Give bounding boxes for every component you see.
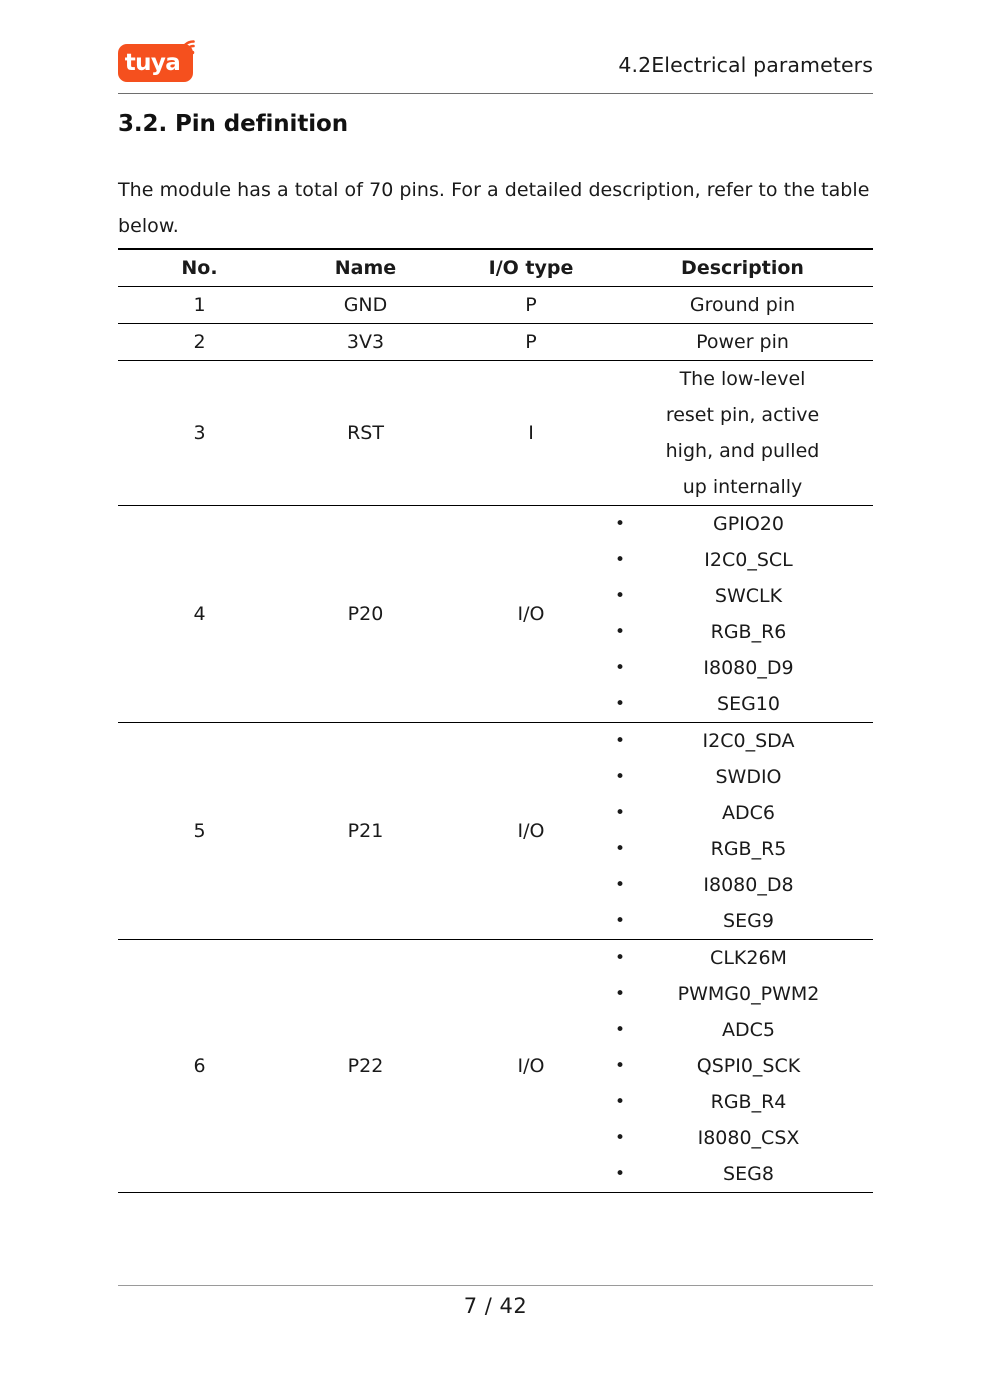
list-item-label: GPIO20 bbox=[713, 512, 784, 535]
list-item-label: PWMG0_PWM2 bbox=[677, 982, 820, 1005]
bullet-icon: • bbox=[614, 1127, 626, 1148]
list-item-label: SWDIO bbox=[715, 765, 782, 788]
list-item bbox=[612, 650, 873, 686]
table-row bbox=[118, 939, 873, 1192]
page-title: 3.2. Pin definition bbox=[118, 111, 348, 137]
bullet-icon: • bbox=[614, 947, 626, 968]
cell-pin-name: P22 bbox=[281, 939, 450, 1192]
description-text bbox=[612, 361, 873, 505]
description-line: high, and pulled bbox=[665, 439, 820, 462]
list-item bbox=[612, 903, 873, 939]
list-item bbox=[612, 1156, 873, 1192]
list-item-label: I8080_CSX bbox=[697, 1126, 800, 1149]
list-item bbox=[612, 940, 873, 976]
bullet-icon: • bbox=[614, 657, 626, 678]
cell-description bbox=[612, 286, 873, 323]
bullet-icon: • bbox=[614, 513, 626, 534]
description-line: reset pin, active bbox=[665, 403, 820, 426]
list-item-label: SWCLK bbox=[714, 584, 783, 607]
table-header-row bbox=[118, 249, 873, 286]
list-item-label: RGB_R6 bbox=[710, 620, 787, 643]
list-item-label: I8080_D9 bbox=[703, 656, 794, 679]
description-line: Power pin bbox=[696, 330, 789, 353]
column-header-description: Description bbox=[612, 249, 873, 286]
pin-definition-table bbox=[118, 248, 873, 1193]
description-line: The low-level bbox=[679, 367, 806, 390]
list-item-label: SEG9 bbox=[723, 909, 774, 932]
cell-pin-no: 5 bbox=[118, 722, 281, 939]
list-item bbox=[612, 1048, 873, 1084]
wifi-arc-icon bbox=[177, 37, 199, 59]
cell-pin-no: 2 bbox=[118, 323, 281, 360]
description-line: Ground pin bbox=[689, 293, 796, 316]
column-header-no: No. bbox=[118, 249, 281, 286]
cell-pin-name: 3V3 bbox=[281, 323, 450, 360]
list-item bbox=[612, 759, 873, 795]
cell-io-type: I/O bbox=[450, 722, 612, 939]
tuya-logo-text: tuya bbox=[124, 49, 181, 76]
bullet-icon: • bbox=[614, 983, 626, 1004]
cell-io-type: P bbox=[450, 286, 612, 323]
bullet-icon: • bbox=[614, 1055, 626, 1076]
list-item bbox=[612, 831, 873, 867]
bullet-icon: • bbox=[614, 1091, 626, 1112]
cell-pin-no: 1 bbox=[118, 286, 281, 323]
cell-description bbox=[612, 722, 873, 939]
bullet-icon: • bbox=[614, 766, 626, 787]
list-item-label: RGB_R5 bbox=[710, 837, 787, 860]
table-row bbox=[118, 286, 873, 323]
table-row bbox=[118, 722, 873, 939]
list-item bbox=[612, 976, 873, 1012]
list-item bbox=[612, 795, 873, 831]
cell-pin-name: RST bbox=[281, 360, 450, 505]
list-item bbox=[612, 867, 873, 903]
cell-io-type: I/O bbox=[450, 505, 612, 722]
bullet-icon: • bbox=[614, 693, 626, 714]
list-item bbox=[612, 1120, 873, 1156]
cell-pin-no: 4 bbox=[118, 505, 281, 722]
running-header-title: 4.2Electrical parameters bbox=[618, 53, 873, 77]
list-item-label: ADC6 bbox=[722, 801, 775, 824]
list-item bbox=[612, 723, 873, 759]
list-item-label: QSPI0_SCK bbox=[696, 1054, 801, 1077]
list-item bbox=[612, 1012, 873, 1048]
bullet-icon: • bbox=[614, 549, 626, 570]
description-bullet-list bbox=[612, 723, 873, 939]
cell-description bbox=[612, 939, 873, 1192]
cell-io-type: I/O bbox=[450, 939, 612, 1192]
bullet-icon: • bbox=[614, 1163, 626, 1184]
list-item bbox=[612, 506, 873, 542]
tuya-logo bbox=[118, 44, 193, 82]
cell-pin-no: 3 bbox=[118, 360, 281, 505]
table-row bbox=[118, 360, 873, 505]
list-item-label: SEG8 bbox=[723, 1162, 774, 1185]
cell-io-type: I bbox=[450, 360, 612, 505]
description-bullet-list bbox=[612, 506, 873, 722]
description-line: up internally bbox=[682, 475, 803, 498]
cell-io-type: P bbox=[450, 323, 612, 360]
intro-paragraph: The module has a total of 70 pins. For a detailed description, refer to the table below. bbox=[118, 179, 870, 237]
footer-divider bbox=[118, 1285, 873, 1286]
table-head bbox=[118, 249, 873, 286]
bullet-icon: • bbox=[614, 874, 626, 895]
cell-pin-name: GND bbox=[281, 286, 450, 323]
bullet-icon: • bbox=[614, 910, 626, 931]
list-item-label: I8080_D8 bbox=[703, 873, 794, 896]
list-item-label: I2C0_SDA bbox=[702, 729, 795, 752]
bullet-icon: • bbox=[614, 1019, 626, 1040]
bullet-icon: • bbox=[614, 730, 626, 751]
description-bullet-list bbox=[612, 940, 873, 1192]
cell-description bbox=[612, 360, 873, 505]
list-item bbox=[612, 542, 873, 578]
table-body bbox=[118, 286, 873, 1192]
cell-description bbox=[612, 505, 873, 722]
list-item-label: CLK26M bbox=[710, 946, 787, 969]
list-item bbox=[612, 686, 873, 722]
list-item-label: RGB_R4 bbox=[710, 1090, 787, 1113]
bullet-icon: • bbox=[614, 838, 626, 859]
list-item-label: I2C0_SCL bbox=[704, 548, 793, 571]
header-divider bbox=[118, 93, 873, 94]
column-header-io-type: I/O type bbox=[450, 249, 612, 286]
list-item bbox=[612, 1084, 873, 1120]
cell-pin-name: P21 bbox=[281, 722, 450, 939]
description-text bbox=[612, 324, 873, 360]
cell-description bbox=[612, 323, 873, 360]
table-row bbox=[118, 323, 873, 360]
bullet-icon: • bbox=[614, 585, 626, 606]
bullet-icon: • bbox=[614, 802, 626, 823]
bullet-icon: • bbox=[614, 621, 626, 642]
list-item bbox=[612, 578, 873, 614]
table-row bbox=[118, 505, 873, 722]
cell-pin-name: P20 bbox=[281, 505, 450, 722]
cell-pin-no: 6 bbox=[118, 939, 281, 1192]
list-item bbox=[612, 614, 873, 650]
document-header bbox=[118, 44, 873, 94]
description-text bbox=[612, 287, 873, 323]
list-item-label: SEG10 bbox=[717, 692, 780, 715]
page-number: 7 / 42 bbox=[463, 1294, 528, 1318]
column-header-name: Name bbox=[281, 249, 450, 286]
list-item-label: ADC5 bbox=[722, 1018, 775, 1041]
